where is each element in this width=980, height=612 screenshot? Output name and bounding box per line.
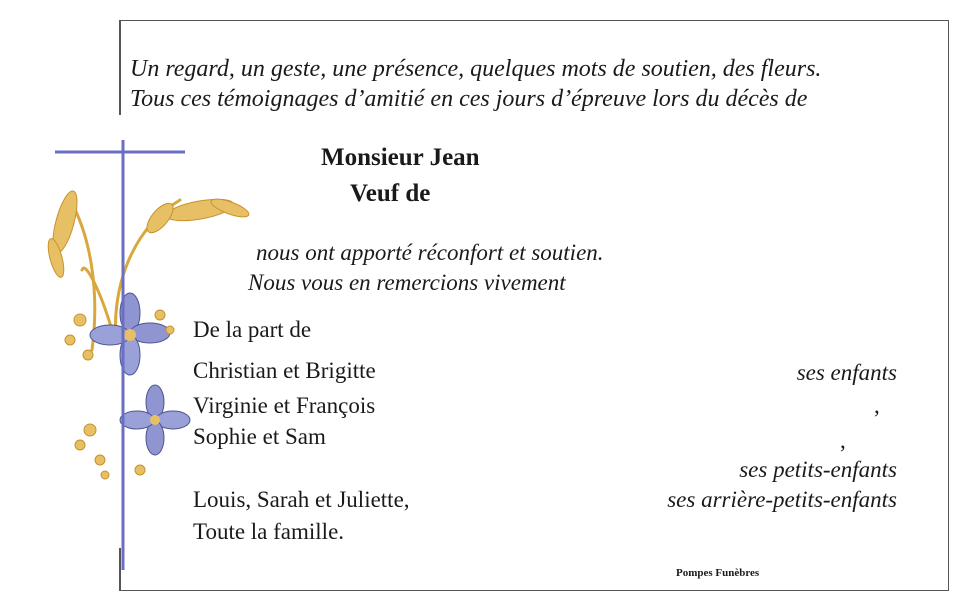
thanks-line-1: nous ont apporté réconfort et soutien. bbox=[256, 240, 604, 265]
child-3: Sophie et Sam bbox=[193, 424, 326, 449]
grandchildren-label: ses petits-enfants bbox=[739, 457, 897, 482]
comma-1: , bbox=[874, 393, 880, 418]
child-1: Christian et Brigitte bbox=[193, 358, 376, 383]
intro-line-1: Un regard, un geste, une présence, quelques mots de soutien, des fleurs. bbox=[130, 56, 822, 82]
card-frame-left-top bbox=[119, 20, 121, 115]
great-grandchildren: Louis, Sarah et Juliette, bbox=[193, 487, 410, 512]
children-label: ses enfants bbox=[796, 360, 897, 385]
whole-family: Toute la famille. bbox=[193, 519, 345, 544]
intro-line-2: Tous ces témoignages d’amitié en ces jours d’épreuve lors du décès de bbox=[130, 86, 808, 112]
comma-2: , bbox=[840, 428, 846, 453]
thanks-line-2: Nous vous en remercions vivement bbox=[248, 270, 566, 295]
from-label: De la part de bbox=[193, 317, 312, 342]
deceased-name: Monsieur Jean bbox=[321, 144, 480, 171]
widower-label: Veuf de bbox=[350, 180, 431, 207]
flower-icon bbox=[65, 293, 190, 479]
great-grandchildren-label: ses arrière-petits-enfants bbox=[667, 487, 897, 512]
child-2: Virginie et François bbox=[193, 393, 376, 418]
footer-funeral-home: Pompes Funèbres bbox=[676, 567, 760, 579]
